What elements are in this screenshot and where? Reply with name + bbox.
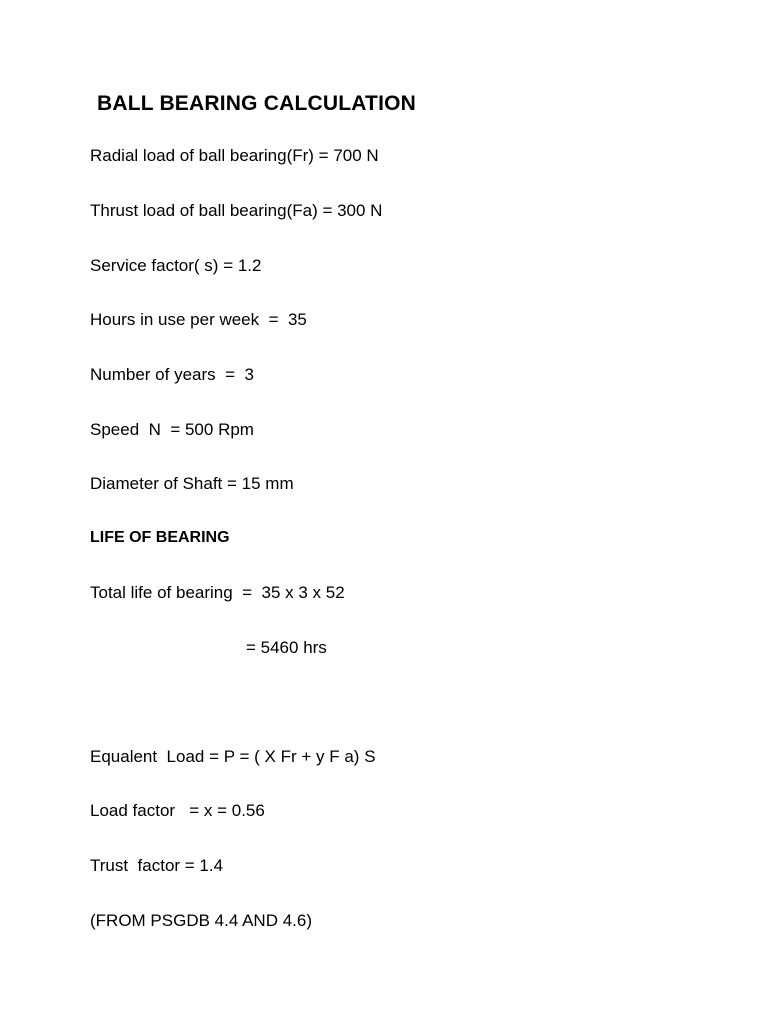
radial-load-line: Radial load of ball bearing(Fr) = 700 N xyxy=(90,146,379,165)
total-life-line: Total life of bearing = 35 x 3 x 52 xyxy=(90,583,345,602)
total-life-result: = 5460 hrs xyxy=(246,638,327,657)
hours-per-week-line: Hours in use per week = 35 xyxy=(90,310,307,329)
number-of-years-line: Number of years = 3 xyxy=(90,365,254,384)
thrust-factor-line: Trust factor = 1.4 xyxy=(90,856,224,875)
load-factor-line: Load factor = x = 0.56 xyxy=(90,801,265,820)
shaft-diameter-line: Diameter of Shaft = 15 mm xyxy=(90,474,294,493)
service-factor-line: Service factor( s) = 1.2 xyxy=(90,256,262,275)
thrust-load-line: Thrust load of ball bearing(Fa) = 300 N xyxy=(90,201,383,220)
reference-note: (FROM PSGDB 4.4 AND 4.6) xyxy=(90,911,312,930)
document-title: BALL BEARING CALCULATION xyxy=(97,92,417,115)
speed-line: Speed N = 500 Rpm xyxy=(90,420,254,439)
life-of-bearing-heading: LIFE OF BEARING xyxy=(90,529,230,546)
equivalent-load-line: Equalent Load = P = ( X Fr + y F a) S xyxy=(90,747,376,766)
